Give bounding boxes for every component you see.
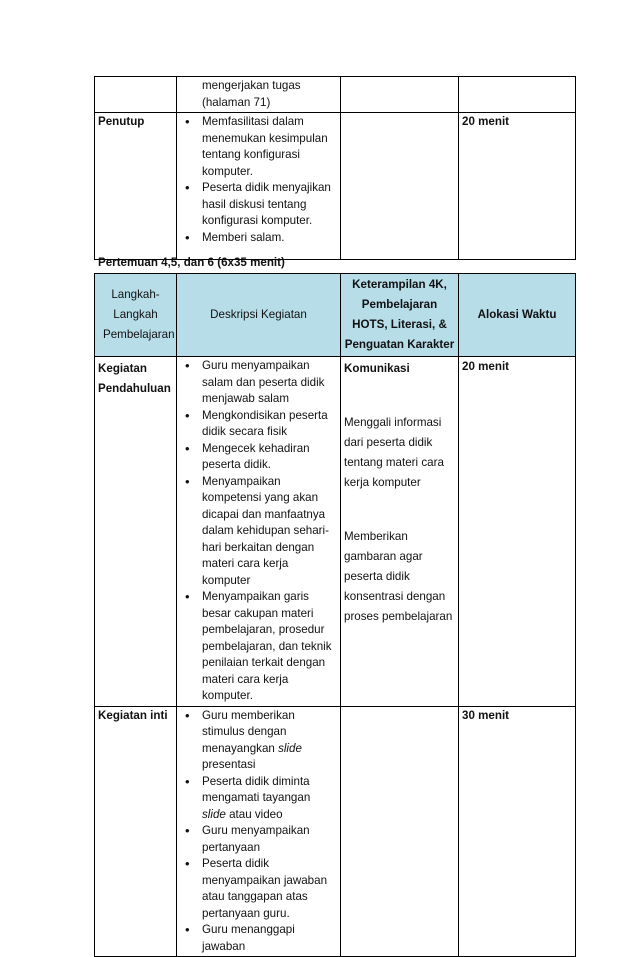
skills-paragraph: Menggali informasi dari peserta didik tentang materi cara kerja komputer [344,416,444,489]
time-cell: 20 menit [459,113,576,260]
activity-list [180,358,337,705]
activity-continuation: mengerjakan tugas (halaman 71) [202,79,301,109]
activity-cell [177,357,341,707]
skills-cell [341,357,459,707]
header-activity: Deskripsi Kegiatan [177,274,341,357]
list-item: • Guru memberikan stimulus dengan menayangkan slide presentasi [180,708,337,774]
step-cell: Kegiatan inti [95,706,177,957]
step-cell: Penutup [95,113,177,260]
time-cell: 30 menit [459,706,576,957]
activity-cell [177,77,341,113]
activity-list [180,708,337,956]
list-item: • Memberi salam. [180,230,337,247]
list-item: • Menyampaikan garis besar cakupan materi pembelajaran, prosedur pembelajaran, dan teknik penilaian terkait dengan materi cara kerja komputer. [180,589,337,705]
list-item: • Guru menyampaikan pertanyaan [180,823,337,856]
section-caption: Pertemuan 4,5, dan 6 (6x35 menit) [98,256,285,269]
list-item: • Memfasilitasi dalam menemukan kesimpulan tentang konfigurasi komputer. [180,114,337,180]
skills-title: Komunikasi [344,362,410,375]
lesson-table [94,273,576,957]
table-row [95,113,576,260]
activity-list [180,114,337,246]
activity-cell [177,706,341,957]
list-item: • Mengkondisikan peserta didik secara fisik [180,408,337,441]
lesson-table-continued [94,76,576,260]
time-cell: 20 menit [459,357,576,707]
list-item: • Menyampaikan kompetensi yang akan dicapai dan manfaatnya dalam kehidupan sehari-hari berkaitan dengan materi cara kerja komputer [180,474,337,590]
list-item: • Peserta didik menyajikan hasil diskusi tentang konfigurasi komputer. [180,180,337,230]
step-cell: Kegiatan Pendahuluan [95,357,177,707]
list-item: • Guru menanggapi jawaban [180,922,337,955]
table-row [95,706,576,957]
table-row [95,357,576,707]
activity-cell [177,113,341,260]
skills-paragraph: Memberikan gambaran agar peserta didik konsentrasi dengan proses pembelajaran [344,530,453,623]
header-time: Alokasi Waktu [459,274,576,357]
list-item: • Peserta didik menyampaikan jawaban atau tanggapan atas pertanyaan guru. [180,856,337,922]
header-row [95,274,576,357]
list-item: • Guru menyampaikan salam dan peserta didik menjawab salam [180,358,337,408]
header-step: Langkah-Langkah Pembelajaran [95,274,177,357]
header-skills: Keterampilan 4K, Pembelajaran HOTS, Literasi, & Penguatan Karakter [341,274,459,357]
table-row [95,77,576,113]
list-item: • Mengecek kehadiran peserta didik. [180,441,337,474]
list-item: • Peserta didik diminta mengamati tayangan slide atau video [180,774,337,824]
